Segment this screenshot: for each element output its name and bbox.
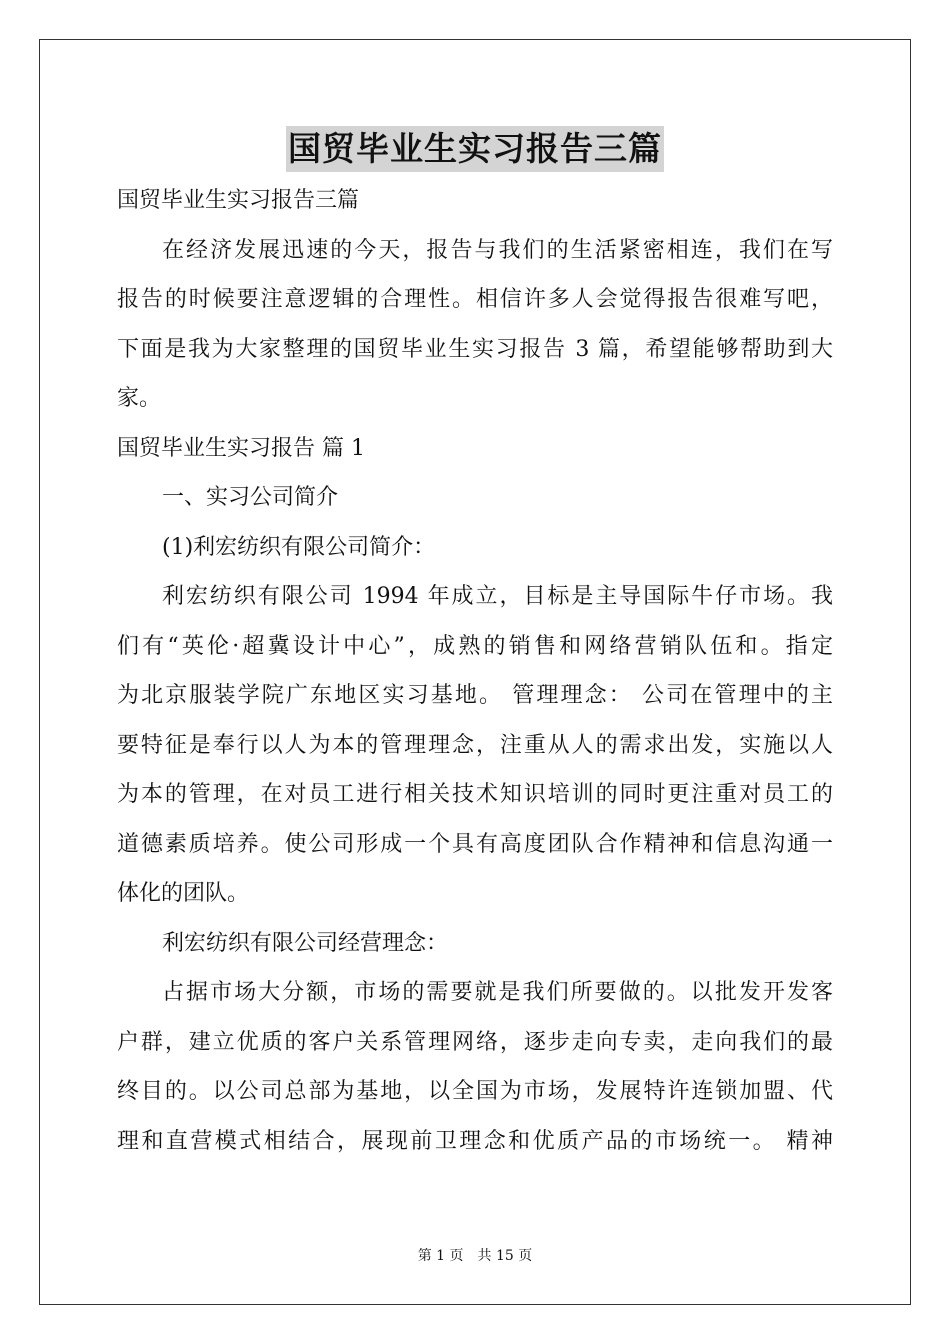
text-line: 为本的管理，在对员工进行相关技术知识培训的同时更注重对员工的	[117, 782, 833, 807]
page-total: 共 15 页	[477, 1248, 533, 1264]
text-line: 利宏纺织有限公司经营理念：	[162, 930, 449, 956]
text-line: 们有“英伦·超冀设计中心”，成熟的销售和网络营销队伍和。指定	[117, 633, 833, 659]
text-line: 道德素质培养。使公司形成一个具有高度团队合作精神和信息沟通一	[117, 831, 833, 857]
text-line: 利宏纺织有限公司 1994 年成立，目标是主导国际牛仔市场。我	[162, 584, 833, 609]
text-line: 占据市场大分额，市场的需要就是我们所要做的。以批发开发客	[162, 980, 833, 1005]
page-number: 第 1 页	[417, 1248, 464, 1264]
text-line: 国贸毕业生实习报告 篇 1	[117, 435, 365, 461]
text-line: 一、实习公司简介	[162, 485, 339, 510]
text-line: 理和直营模式相结合，展现前卫理念和优质产品的市场统一。 精神	[117, 1128, 833, 1154]
title-container	[0, 126, 950, 172]
text-line: 体化的团队。	[117, 881, 250, 906]
text-line: 国贸毕业生实习报告三篇	[117, 188, 360, 213]
text-line: (1)利宏纺织有限公司简介：	[162, 534, 436, 560]
document-body	[117, 176, 833, 1166]
text-line: 户群，建立优质的客户关系管理网络，逐步走向专卖，走向我们的最	[117, 1029, 833, 1055]
text-line: 家。	[117, 386, 162, 411]
text-line: 要特征是奉行以人为本的管理理念，注重从人的需求出发，实施以人	[117, 732, 833, 758]
text-line: 下面是我为大家整理的国贸毕业生实习报告 3 篇，希望能够帮助到大	[117, 336, 833, 362]
text-line: 在经济发展迅速的今天，报告与我们的生活紧密相连，我们在写	[162, 237, 833, 263]
document-title: 国贸毕业生实习报告三篇	[286, 126, 664, 172]
text-line: 为北京服装学院广东地区实习基地。 管理理念： 公司在管理中的主	[117, 683, 833, 708]
page-footer	[0, 1246, 950, 1266]
text-line: 终目的。以公司总部为基地，以全国为市场，发展特许连锁加盟、代	[117, 1079, 833, 1104]
text-line: 报告的时候要注意逻辑的合理性。相信许多人会觉得报告很难写吧，	[117, 287, 833, 312]
